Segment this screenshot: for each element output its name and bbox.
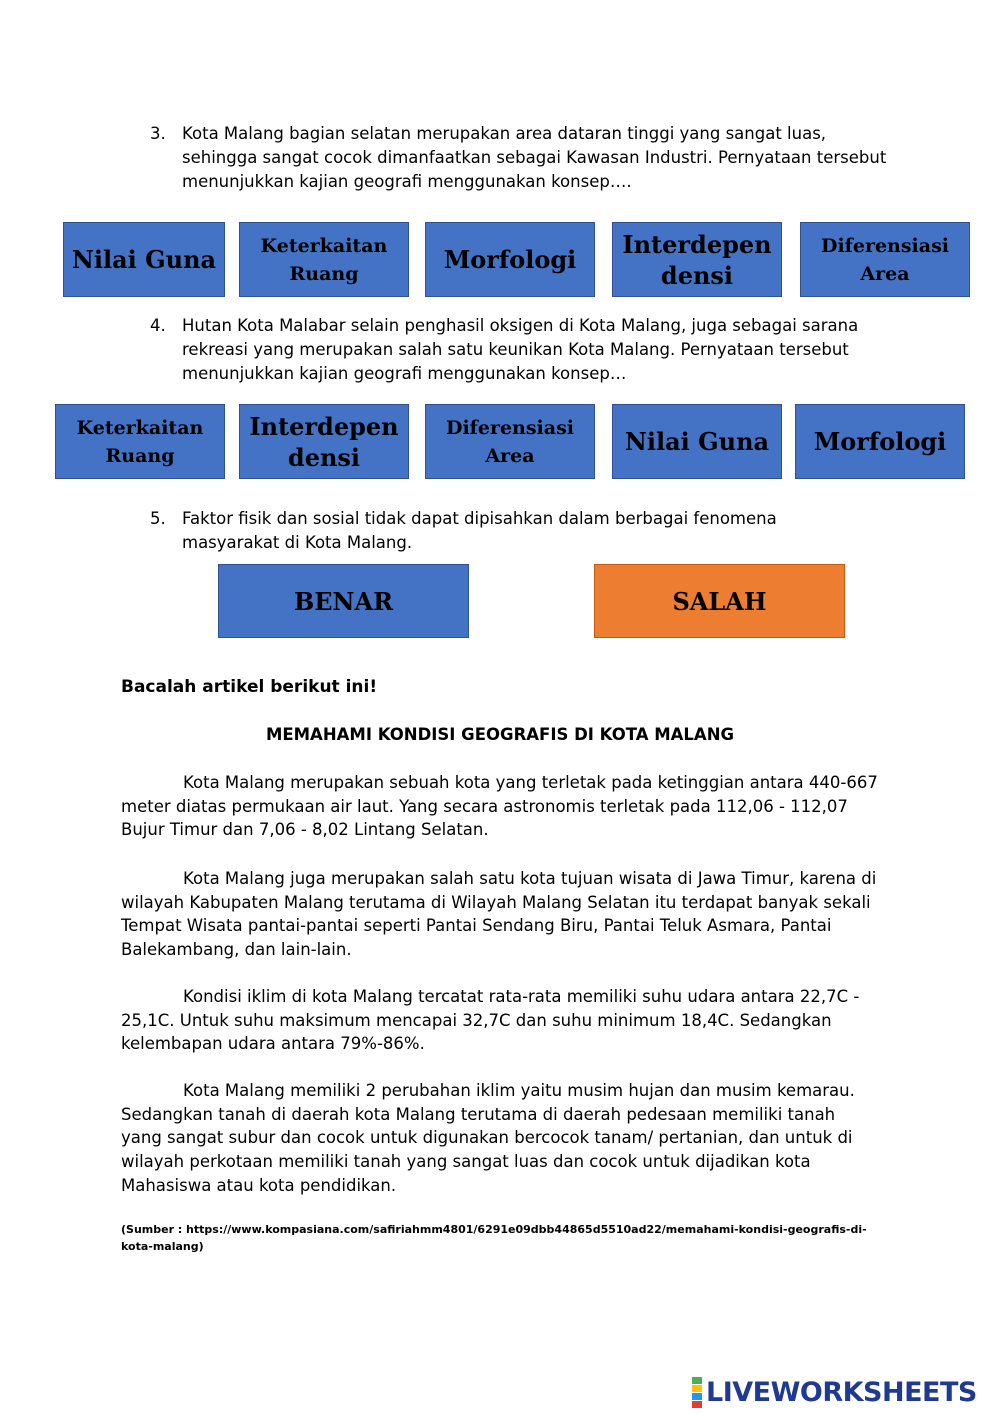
question-number: 5. [150,509,166,528]
article-paragraph-1: Kota Malang merupakan sebuah kota yang terletak pada ketinggian antara 440-667 meter diatas permukaan air laut. Yang secara astronomis terletak pada 112,06 - 112,07 Bujur Timur dan 7,06 - 8,02 Lintang Selatan. [121,773,878,840]
q4-option-morfologi[interactable]: Morfologi [795,404,965,479]
article-paragraph-3: Kondisi iklim di kota Malang tercatat rata-rata memiliki suhu udara antara 22,7C - 25,1C. Untuk suhu maksimum mencapai 32,7C dan suhu minimum 18,4C. Sedangkan kelembapan udara antara 79%-86%. [121,987,860,1054]
q4-option-diferensiasi-area[interactable]: Diferensiasi Area [425,404,595,479]
question-5 [150,507,850,555]
question-4 [150,314,890,386]
article-source: (Sumber : https://www.kompasiana.com/safiriahmm4801/6291e09dbb44865d5510ad22/memahami-kondisi-geografis-di-kota-malang) [121,1223,867,1253]
article-paragraph-4: Kota Malang memiliki 2 perubahan iklim yaitu musim hujan dan musim kemarau. Sedangkan tanah di daerah kota Malang terutama di daerah pedesaan memiliki tanah yang sangat subur dan cocok untuk digunakan bercocok tanam/ pertanian, dan untuk di wilayah perkotaan memiliki tanah yang sangat luas dan cocok untuk dijadikan kota Mahasiswa atau kota pendidikan. [121,1081,855,1195]
q3-option-diferensiasi-area[interactable]: Diferensiasi Area [800,222,970,297]
q3-option-nilai-guna[interactable]: Nilai Guna [63,222,225,297]
question-number: 4. [150,316,166,335]
q3-option-keterkaitan-ruang[interactable]: Keterkaitan Ruang [239,222,409,297]
article-paragraph-2: Kota Malang juga merupakan salah satu kota tujuan wisata di Jawa Timur, karena di wilayah Kabupaten Malang terutama di Wilayah Malang Selatan itu terdapat banyak sekali Tempat Wisata pantai-pantai seperti Pantai Sendang Biru, Pantai Teluk Asmara, Pantai Balekambang, dan lain-lain. [121,869,877,960]
logo-text: LIVEWORKSHEETS [706,1376,977,1408]
article-title: MEMAHAMI KONDISI GEOGRAFIS DI KOTA MALANG [265,725,735,744]
q5-option-benar[interactable]: BENAR [218,564,469,638]
question-text: Hutan Kota Malabar selain penghasil oksigen di Kota Malang, juga sebagai sarana rekreasi yang merupakan salah satu keunikan Kota Malang. Pernyataan tersebut menunjukkan kajian geografi menggunakan konsep… [182,316,859,383]
question-text: Kota Malang bagian selatan merupakan area dataran tinggi yang sangat luas, sehingga sangat cocok dimanfaatkan sebagai Kawasan Industri. Pernyataan tersebut menunjukkan kajian geografi menggunakan konsep…. [182,124,887,191]
q3-option-interdependensi[interactable]: Interdepen densi [612,222,782,297]
q4-option-nilai-guna[interactable]: Nilai Guna [612,404,782,479]
liveworksheets-logo [692,1376,977,1408]
question-text: Faktor fisik dan sosial tidak dapat dipisahkan dalam berbagai fenomena masyarakat di Kota Malang. [182,509,777,552]
liveworksheets-logo-icon [692,1377,702,1408]
question-number: 3. [150,124,166,143]
q3-option-morfologi[interactable]: Morfologi [425,222,595,297]
article-instruction: Bacalah artikel berikut ini! [121,677,378,697]
q4-option-keterkaitan-ruang[interactable]: Keterkaitan Ruang [55,404,225,479]
question-3 [150,122,890,194]
q4-option-interdependensi[interactable]: Interdepen densi [239,404,409,479]
q5-option-salah[interactable]: SALAH [594,564,845,638]
